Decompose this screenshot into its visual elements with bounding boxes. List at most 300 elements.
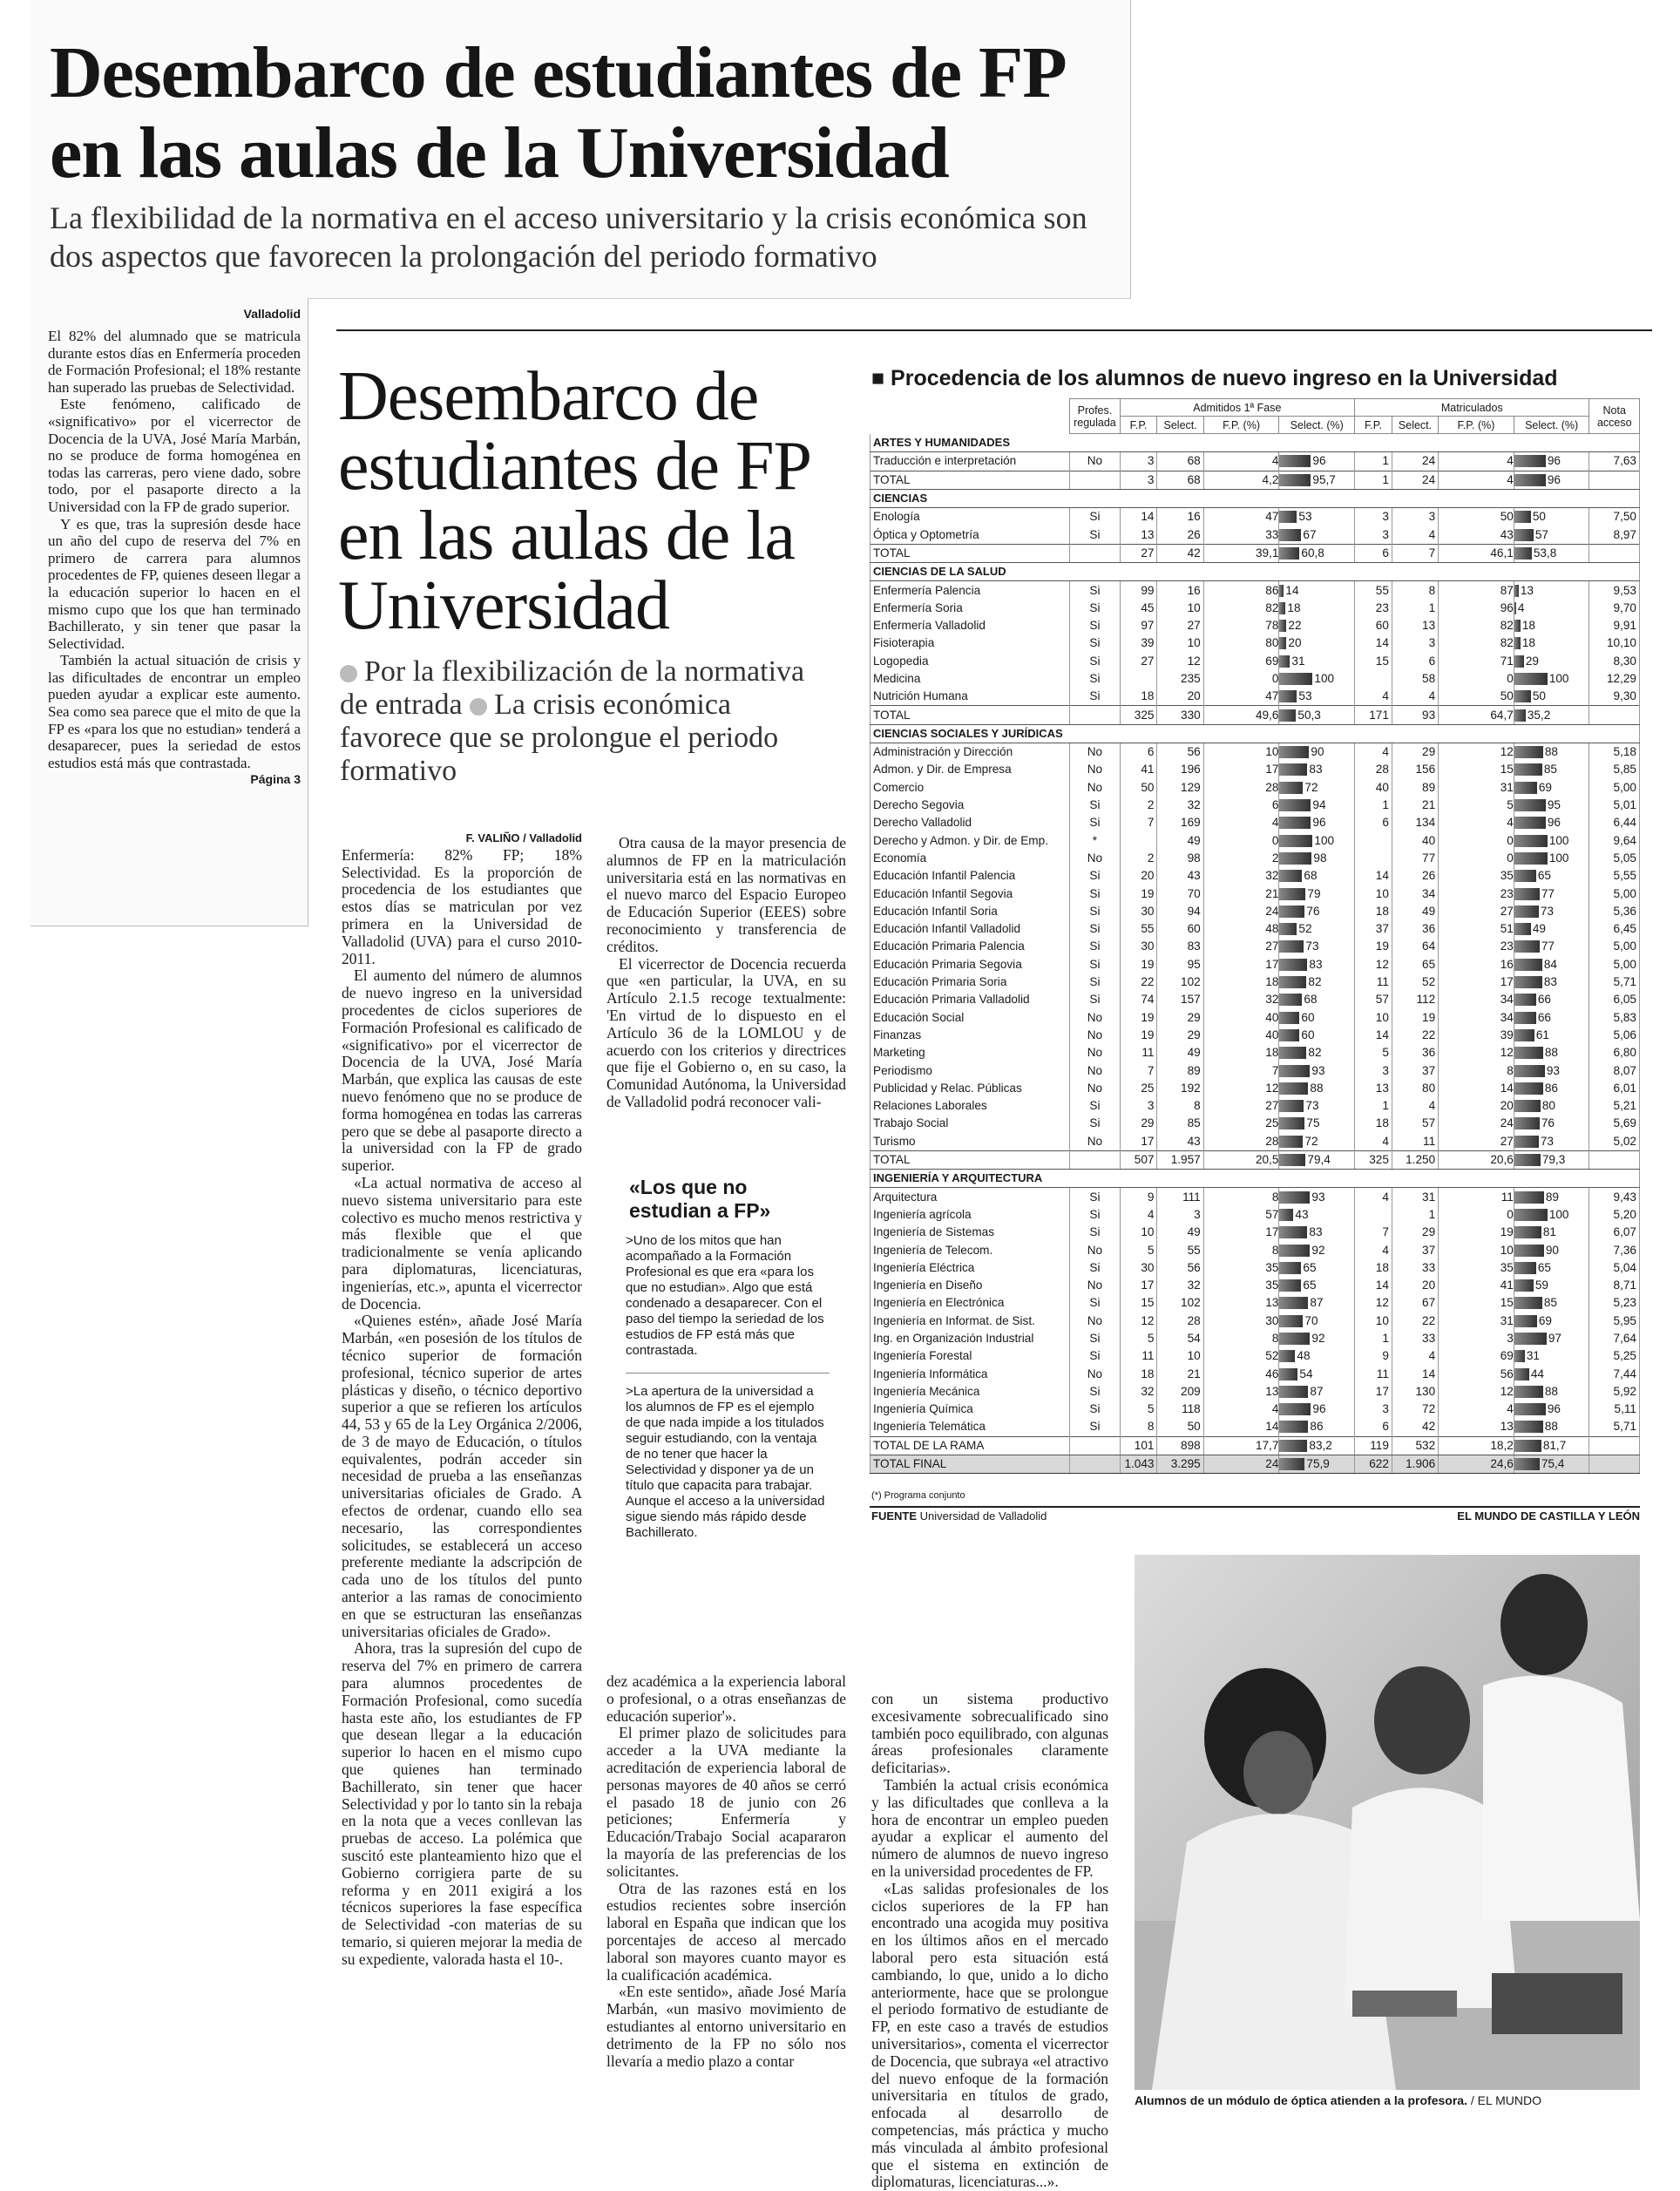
cell-nota: 6,01 [1589,1080,1640,1097]
select-pct-value: 69 [1538,780,1552,794]
article-column-3 [871,1691,1108,2191]
select-pct-bar [1514,1082,1543,1095]
bar-pair [1279,1437,1354,1455]
select-pct-value: 82 [1308,975,1322,989]
cell-name: TOTAL [870,1150,1070,1169]
cell-profes: No [1070,743,1120,762]
select-pct-value: 96 [1312,1402,1326,1416]
section-label: ARTES Y HUMANIDADES [870,434,1640,452]
cell-admitidos-fp-pct [1203,1455,1279,1473]
select-pct-value: 93 [1546,1063,1560,1077]
cell-profes [1070,471,1120,489]
cell-matriculados-select-pct [1514,1027,1589,1044]
select-pct-bar [1279,923,1297,935]
cell-admitidos-select: 85 [1157,1115,1203,1132]
bar-pair [1439,1418,1514,1435]
cell-name: Nutrición Humana [870,688,1070,706]
select-pct-bar [1514,1368,1529,1380]
select-pct-bar [1514,1154,1541,1166]
summary-paragraph: El 82% del alumnado que se matricula durante estos días en Enfermería proceden de Formación Profesional; el 18% restante han superado las pruebas de Selectividad. [48,328,301,396]
table-row [870,1206,1640,1224]
header-blank [870,399,1070,434]
select-pct-value: 72 [1304,780,1318,794]
article-paragraph: «La actual normativa de acceso al nuevo sistema universitario para este colectivo es mucho menos restrictiva y más flexible que el que tradicionalmente se venía aplicando para diplomaturas, licenciaturas, ingenierías, etc.», apunta el vicerrector de Docencia. [342,1173,582,1313]
cell-profes: Si [1070,814,1120,831]
cell-matriculados-select: 34 [1392,885,1438,902]
table-bottom-rule [870,1506,1640,1508]
article-paragraph: dez académica a la experiencia laboral o profesional, o a otras enseñanzas de educación superior'». [606,1672,846,1725]
cell-admitidos-select-pct [1279,670,1355,688]
fp-pct-value: 28 [1265,1134,1279,1148]
bar-pair [1514,1080,1589,1097]
bar-pair [1439,938,1514,955]
fp-pct-value: 7 [1271,1063,1279,1077]
select-pct-bar [1279,1368,1297,1380]
article-paragraph: Enfermería: 82% FP; 18% Selectividad. Es la proporción de procedencia de los estudiantes que estos días se matriculan por vez primera en la Universidad de Valladolid (UVA) para el curso 2010-2011. [342,845,582,967]
select-pct-bar [1279,455,1311,467]
article-column-1 [342,830,582,1969]
cell-matriculados-select: 89 [1392,779,1438,797]
cell-matriculados-fp-pct [1439,797,1514,814]
cell-admitidos-select: 209 [1157,1383,1203,1401]
bar-pair [1514,526,1589,544]
select-pct-bar [1514,529,1534,541]
select-pct-bar [1514,511,1531,523]
top-headline: Desembarco de estudiantes de FP en las aulas de la Universidad [50,32,1063,193]
cell-profes: Si [1070,1418,1120,1436]
cell-name: Periodismo [870,1062,1070,1079]
cell-admitidos-select: 42 [1157,544,1203,562]
cell-name: Trabajo Social [870,1115,1070,1132]
cell-matriculados-select: 14 [1392,1365,1438,1382]
fp-pct-value: 10 [1265,745,1279,759]
bar-pair [1514,471,1589,489]
select-pct-value: 88 [1544,1384,1558,1398]
cell-name: Educación Primaria Segovia [870,956,1070,973]
bar-pair [1514,761,1589,778]
table-row [870,1224,1640,1241]
cell-profes: No [1070,1080,1120,1097]
cell-name: Ingeniería en Electrónica [870,1294,1070,1312]
article-paragraph: También la actual crisis económica y las dificultades que conlleva a la hora de encontrar un empleo pueden ayudar a explicar el aumento del número de alumnos de nuevo ingreso en la universidad procedentes de FP. [871,1775,1108,1880]
cell-name: TOTAL [870,471,1070,489]
select-pct-value: 92 [1311,1243,1325,1257]
bar-pair [1439,1027,1514,1044]
select-pct-value: 84 [1543,957,1557,971]
bar-pair [1279,1133,1354,1150]
cell-matriculados-select: 22 [1392,1313,1438,1330]
fp-pct-value: 33 [1265,527,1279,541]
article-paragraph: «Las salidas profesionales de los ciclos superiores de la FP han encontrado una acogida muy positiva en los últimos años en el mercado laboral pero esta situación está cambiando, lo que, unido a lo dicho anteriormente, hace que se prolongue el periodo formativo de estudiante de FP, en este caso a través de estudios universitarios», comenta el vicerrector de Docencia, que subraya «el atractivo del nuevo enfoque de la formación universitaria en títulos de grado, enfocada al desarrollo de competencias, más práctica y mucho más vinculada al ámbito profesional que el sistema en extinción de diplomaturas, licenciaturas...». [871,1879,1108,2191]
cell-matriculados-select-pct [1514,634,1589,652]
cell-nota: 5,71 [1589,973,1640,991]
table-row [870,508,1640,526]
cell-admitidos-fp-pct [1203,452,1279,471]
cell-matriculados-fp-pct [1439,544,1514,562]
cell-profes: No [1070,1009,1120,1027]
cell-matriculados-fp: 3 [1355,1062,1392,1079]
bar-pair [1439,452,1514,470]
cell-admitidos-fp-pct [1203,797,1279,814]
bar-pair [1514,1383,1589,1401]
select-pct-bar [1279,959,1307,971]
cell-matriculados-fp-pct [1439,1259,1514,1277]
select-pct-bar [1279,976,1306,988]
cell-admitidos-select-pct [1279,1062,1355,1079]
select-pct-bar [1514,1279,1534,1292]
deck-part-2: La crisis económica favorece que se prolongue el periodo formativo [340,689,779,787]
select-pct-value: 80 [1541,1099,1555,1113]
cell-admitidos-fp-pct [1203,779,1279,797]
select-pct-value: 100 [1548,672,1569,685]
cell-admitidos-fp: 50 [1120,779,1157,797]
bar-pair [1439,1437,1514,1455]
select-pct-bar [1279,906,1304,918]
cell-admitidos-fp-pct [1203,1206,1279,1224]
cell-matriculados-select-pct [1514,1313,1589,1330]
fp-pct-value: 30 [1265,1313,1279,1327]
cell-matriculados-select: 65 [1392,956,1438,973]
cell-admitidos-fp-pct [1203,850,1279,867]
bar-pair [1514,991,1589,1008]
cell-admitidos-fp: 17 [1120,1277,1157,1294]
cell-nota: 8,30 [1589,653,1640,670]
select-pct-value: 73 [1540,1134,1554,1148]
fp-pct-value: 43 [1500,527,1514,541]
cell-name: Educación Infantil Valladolid [870,920,1070,938]
cell-admitidos-fp-pct [1203,544,1279,562]
cell-admitidos-select: 16 [1157,581,1203,600]
bar-pair [1514,452,1589,470]
select-pct-value: 93 [1311,1190,1325,1204]
cell-matriculados-fp-pct [1439,706,1514,724]
cell-matriculados-fp-pct [1439,903,1514,920]
select-pct-bar [1279,1350,1295,1362]
cell-name: Educación Primaria Palencia [870,938,1070,955]
cell-matriculados-select: 134 [1392,814,1438,831]
cell-admitidos-fp-pct [1203,670,1279,688]
cell-matriculados-fp-pct [1439,885,1514,902]
select-pct-value: 96 [1547,816,1561,830]
cell-admitidos-fp-pct [1203,634,1279,652]
bar-pair [1279,1062,1354,1080]
fp-pct-value: 12 [1500,1046,1514,1060]
bar-pair [1439,832,1514,850]
bar-pair [1279,1418,1354,1435]
cell-admitidos-select: 10 [1157,634,1203,652]
cell-name: Enfermería Valladolid [870,617,1070,634]
select-pct-bar [1279,782,1303,794]
select-pct-bar [1279,1209,1293,1221]
article-paragraph: con un sistema productivo excesivamente sobrecualificado sino también poco equilibrado, con algunas áreas profesionales claramente deficitarias». [871,1690,1108,1777]
cell-matriculados-fp: 18 [1355,1115,1392,1132]
select-pct-bar [1279,1117,1304,1129]
cell-admitidos-select-pct [1279,1294,1355,1312]
cell-admitidos-select-pct [1279,1150,1355,1169]
select-pct-value: 65 [1303,1279,1317,1292]
fp-pct-value: 13 [1265,1296,1279,1310]
bar-pair [1204,779,1279,797]
bar-pair [1514,956,1589,973]
cell-admitidos-fp: 15 [1120,1294,1157,1312]
select-pct-bar [1514,1262,1536,1274]
bar-pair [1514,1313,1589,1330]
header-admitidos: Admitidos 1ª Fase [1120,399,1354,417]
cell-matriculados-fp: 1 [1355,1330,1392,1347]
select-pct-bar [1514,1333,1547,1345]
photo-illustration [1135,1555,1640,2090]
cell-admitidos-select-pct [1279,1133,1355,1151]
cell-admitidos-fp-pct [1203,581,1279,600]
cell-matriculados-select: 49 [1392,903,1438,920]
cell-admitidos-select: 129 [1157,779,1203,797]
bar-pair [1514,688,1589,705]
fp-pct-value: 0 [1507,672,1514,685]
cell-matriculados-fp: 3 [1355,508,1392,526]
bar-pair [1514,600,1589,617]
cell-matriculados-fp-pct [1439,938,1514,955]
cell-nota: 5,55 [1589,867,1640,885]
cell-admitidos-select-pct [1279,885,1355,902]
fp-pct-value: 12 [1265,1081,1279,1095]
cell-matriculados-select: 64 [1392,938,1438,955]
select-pct-bar [1514,709,1526,722]
table-row [870,1365,1640,1382]
select-pct-bar [1514,1100,1541,1112]
bar-pair [1439,1009,1514,1027]
table-row [870,832,1640,850]
fp-pct-value: 20,5 [1255,1153,1279,1167]
bar-pair [1279,634,1354,652]
cell-matriculados-select-pct [1514,1150,1589,1169]
cell-admitidos-fp-pct [1203,600,1279,617]
select-pct-value: 85 [1543,763,1557,777]
cell-matriculados-fp: 4 [1355,688,1392,706]
cell-admitidos-fp-pct [1203,1330,1279,1347]
bar-pair [1204,832,1279,850]
cell-admitidos-select-pct [1279,1080,1355,1097]
cell-matriculados-select-pct [1514,885,1589,902]
cell-matriculados-fp-pct [1439,600,1514,617]
select-pct-bar [1279,1136,1303,1148]
select-pct-value: 18 [1287,600,1301,614]
cell-matriculados-select-pct [1514,600,1589,617]
cell-admitidos-select-pct [1279,1115,1355,1132]
cell-matriculados-select-pct [1514,581,1589,600]
bar-pair [1204,1277,1279,1294]
fp-pct-value: 23 [1500,886,1514,900]
cell-nota: 9,91 [1589,617,1640,634]
cell-admitidos-select-pct [1279,1401,1355,1418]
table-row [870,991,1640,1008]
select-pct-value: 96 [1547,472,1561,486]
cell-admitidos-fp-pct [1203,1347,1279,1365]
cell-profes: Si [1070,1383,1120,1401]
bar-pair [1204,1044,1279,1062]
select-pct-value: 43 [1295,1207,1309,1221]
bar-pair [1204,1151,1279,1169]
cell-matriculados-select-pct [1514,797,1589,814]
select-pct-bar [1514,1209,1548,1221]
cell-admitidos-select-pct [1279,1277,1355,1294]
cell-matriculados-fp-pct [1439,1009,1514,1027]
select-pct-value: 48 [1297,1349,1311,1363]
cell-matriculados-fp-pct [1439,1188,1514,1206]
cell-admitidos-fp-pct [1203,1133,1279,1151]
cell-admitidos-fp-pct [1203,832,1279,850]
fp-pct-value: 8 [1271,1243,1279,1257]
cell-admitidos-select-pct [1279,991,1355,1008]
page-reference: Página 3 [250,772,301,787]
select-pct-bar [1514,1245,1544,1257]
bar-pair [1204,903,1279,920]
fp-pct-value: 2 [1271,851,1279,865]
cell-nota: 9,70 [1589,600,1640,617]
cell-matriculados-fp-pct [1439,779,1514,797]
select-pct-value: 87 [1310,1384,1324,1398]
cell-matriculados-select: 26 [1392,867,1438,885]
select-pct-value: 95 [1547,798,1561,812]
photo-caption [1135,2093,1640,2107]
select-pct-bar [1279,1440,1307,1452]
cell-matriculados-select: 1.906 [1392,1455,1438,1473]
cell-nota: 9,30 [1589,688,1640,706]
cell-matriculados-select: 3 [1392,634,1438,652]
table-row [870,1027,1640,1044]
select-pct-bar [1514,994,1536,1006]
cell-admitidos-select-pct [1279,471,1355,489]
select-pct-bar [1514,976,1542,988]
article-deck [340,655,828,788]
cell-profes [1070,544,1120,562]
select-pct-bar [1514,1029,1534,1041]
table-row [870,903,1640,920]
cell-matriculados-select-pct [1514,1097,1589,1115]
bar-pair [1514,1418,1589,1435]
cell-admitidos-fp-pct [1203,1365,1279,1382]
bar-pair [1279,1313,1354,1330]
cell-matriculados-fp-pct [1439,1150,1514,1169]
bar-pair [1279,1383,1354,1401]
select-pct-value: 83 [1309,763,1323,777]
bar-pair [1514,1224,1589,1241]
cell-matriculados-select: 24 [1392,471,1438,489]
select-pct-value: 35,2 [1527,708,1551,722]
section-label: INGENIERÍA Y ARQUITECTURA [870,1170,1640,1188]
cell-profes: No [1070,850,1120,867]
cell-matriculados-fp: 12 [1355,956,1392,973]
cell-matriculados-select: 7 [1392,544,1438,562]
bar-pair [1279,1224,1354,1241]
bar-pair [1204,545,1279,562]
bar-pair [1279,653,1354,670]
cell-matriculados-select: 93 [1392,706,1438,724]
fp-pct-value: 27 [1500,904,1514,918]
cell-admitidos-select: 12 [1157,653,1203,670]
bar-pair [1279,761,1354,778]
cell-matriculados-select-pct [1514,761,1589,778]
cell-matriculados-select: 1 [1392,600,1438,617]
cell-admitidos-fp: 41 [1120,761,1157,778]
summary-clipping [30,298,308,926]
summary-paragraph: Y es que, tras la supresión desde hace un año del cupo de reserva del 7% en primero de carrera para alumnos procedentes de FP, quienes deseen llegar a la educación superior lo hacen en el mismo cupo que los que han terminado Bachillerato, y sin tener que pasar la Selectividad. [48,515,301,652]
bar-pair [1204,885,1279,903]
bar-pair [1204,1133,1279,1150]
cell-admitidos-fp-pct [1203,688,1279,706]
cell-matriculados-fp: 10 [1355,1009,1392,1027]
bar-pair [1439,1259,1514,1277]
fp-pct-value: 35 [1500,1260,1514,1274]
bar-pair [1279,991,1354,1008]
fp-pct-value: 82 [1265,600,1279,614]
cell-nota: 5,00 [1589,956,1640,973]
cell-nota: 5,11 [1589,1401,1640,1418]
cell-admitidos-select: 68 [1157,452,1203,471]
select-pct-value: 68 [1304,993,1318,1007]
cell-admitidos-fp: 101 [1120,1436,1157,1455]
cell-matriculados-fp-pct [1439,1365,1514,1382]
cell-admitidos-fp: 10 [1120,1224,1157,1241]
select-pct-bar [1279,1065,1310,1077]
bar-pair [1279,707,1354,724]
cell-matriculados-fp-pct [1439,526,1514,544]
bar-pair [1439,600,1514,617]
cell-admitidos-fp: 14 [1120,508,1157,526]
table-section-row [870,434,1640,452]
bar-pair [1514,743,1589,761]
bar-pair [1439,1062,1514,1080]
fp-pct-value: 8 [1507,1063,1514,1077]
select-pct-value: 82 [1308,1046,1322,1060]
cell-profes: Si [1070,1188,1120,1206]
select-pct-bar [1279,474,1311,486]
bar-pair [1279,1189,1354,1206]
fp-pct-value: 16 [1500,957,1514,971]
cell-admitidos-select-pct [1279,814,1355,831]
cell-name: Ingeniería agrícola [870,1206,1070,1224]
bar-pair [1204,1455,1279,1473]
table-row [870,1401,1640,1418]
cell-matriculados-select-pct [1514,1401,1589,1418]
cell-name: Administración y Dirección [870,743,1070,762]
cell-profes [1070,1436,1120,1455]
cell-nota: 7,64 [1589,1330,1640,1347]
cell-matriculados-select: 19 [1392,1009,1438,1027]
fp-pct-value: 27 [1265,1099,1279,1113]
cell-admitidos-select-pct [1279,1436,1355,1455]
select-pct-bar [1279,1100,1304,1112]
cell-admitidos-select-pct [1279,761,1355,778]
bar-pair [1204,1062,1279,1080]
bar-pair [1439,1277,1514,1294]
fp-pct-value: 35 [1265,1260,1279,1274]
cell-matriculados-select: 112 [1392,991,1438,1008]
cell-name: TOTAL [870,544,1070,562]
cell-admitidos-fp [1120,670,1157,688]
fp-pct-value: 82 [1500,636,1514,650]
cell-admitidos-fp: 39 [1120,634,1157,652]
cell-matriculados-fp-pct [1439,814,1514,831]
fp-pct-value: 14 [1500,1081,1514,1095]
cell-admitidos-fp-pct [1203,706,1279,724]
table-row [870,1330,1640,1347]
cell-admitidos-fp-pct [1203,938,1279,955]
select-pct-bar [1514,799,1546,811]
cell-matriculados-select-pct [1514,1294,1589,1312]
cell-name: Ingeniería en Informat. de Sist. [870,1313,1070,1330]
select-pct-value: 29 [1525,654,1539,668]
cell-name: Educación Infantil Palencia [870,867,1070,885]
